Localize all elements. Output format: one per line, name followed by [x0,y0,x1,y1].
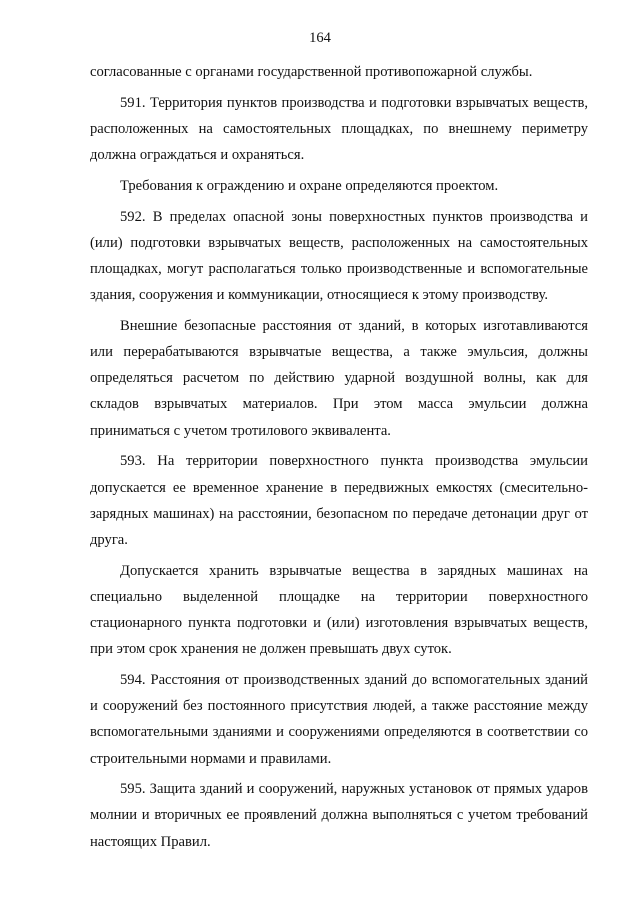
paragraph-592-distances: Внешние безопасные расстояния от зданий, в которых изготавливаются или перерабатываются взрывчатые вещества, а также эмульсия, должны определяться расчетом по действию ударной воздушной волны, как для складов взрывчатых материалов. При этом масса эмульсии должна приниматься с учетом тротилового эквивалента. [90,317,588,439]
paragraph-continuation: согласованные с органами государственной противопожарной службы. [90,64,533,80]
paragraph-595: 595. Защита зданий и сооружений, наружных установок от прямых ударов молнии и вторичных ее проявлений должна выполняться с учетом требований настоящих Правил. [90,781,588,850]
paragraph-591: 591. Территория пунктов производства и подготовки взрывчатых веществ, расположенных на самостоятельных площадках, по внешнему периметру должна ограждаться и охраняться. [90,94,588,164]
document-body [90,59,588,855]
paragraph-592: 592. В пределах опасной зоны поверхностных пунктов производства и (или) подготовки взрывчатых веществ, расположенных на самостоятельных площадках, могут располагаться только производственные и вспомогательные здания, сооружения и коммуникации, относящиеся к этому производству. [90,208,588,304]
paragraph-591-requirements: Требования к ограждению и охране определяются проектом. [120,177,499,194]
page-number: 164 [309,30,331,46]
paragraph-593-storage: Допускается хранить взрывчатые вещества в зарядных машинах на специально выделенной площадке на территории поверхностного стационарного пункта подготовки и (или) изготовления взрывчатых веществ, при этом срок хранения не должен превышать двух суток. [90,562,588,658]
paragraph-593: 593. На территории поверхностного пункта производства эмульсии допускается ее временное хранение в передвижных емкостях (смесительно-зарядных машинах) на расстоянии, безопасном по передаче детонации друг от друга. [90,453,588,548]
paragraph-594: 594. Расстояния от производственных зданий до вспомогательных зданий и сооружений без постоянного присутствия людей, а также расстояние между вспомогательными зданиями и сооружениями определяются в соответствии со строительными нормами и правилами. [90,671,588,767]
